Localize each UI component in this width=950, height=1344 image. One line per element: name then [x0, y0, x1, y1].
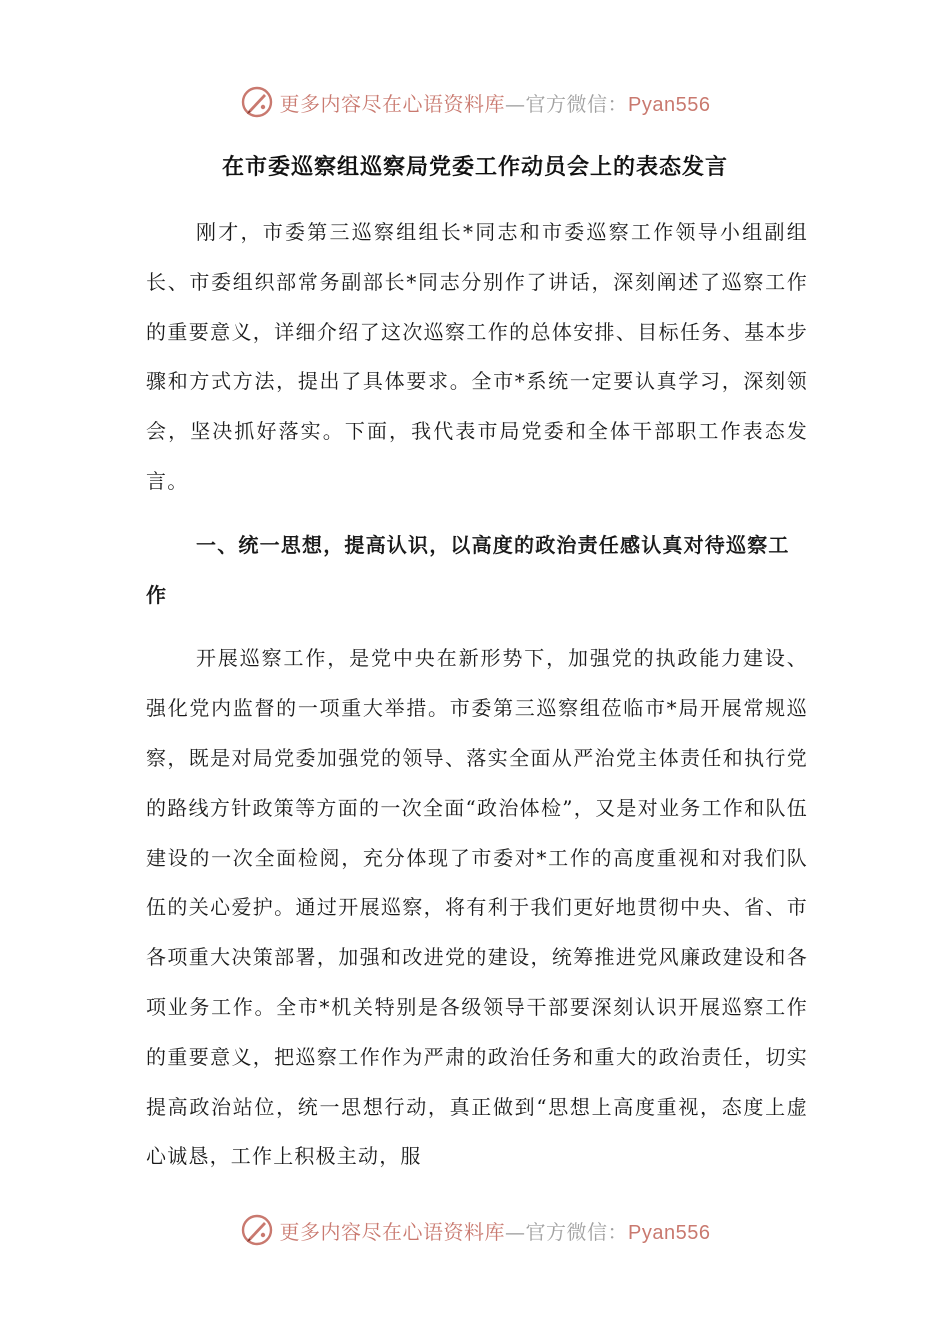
watermark-text	[280, 88, 711, 117]
watermark-separator: —	[505, 1219, 526, 1244]
watermark-wechat-label: 官方微信：	[525, 91, 629, 116]
document-title: 在市委巡察组巡察局党委工作动员会上的表态发言	[221, 155, 728, 180]
section-heading-1: 一、统一思想，提高认识，以高度的政治责任感认真对待巡察工作	[146, 532, 790, 607]
section-1-paragraph: 开展巡察工作，是党中央在新形势下，加强党的执政能力建设、强化党内监督的一项重大举措。市委第三巡察组莅临市*局开展常规巡察，既是对局党委加强党的领导、落实全面从严治党主体责任和执行党的路线方针政策等方面的一次全面“政治体检”，又是对业务工作和队伍建设的一次全面检阅，充分体现了市委对*工作的高度重视和对我们队伍的关心爱护。通过开展巡察，将有利于我们更好地贯彻中央、省、市各项重大决策部署，加强和改进党的建设，统筹推进党风廉政建设和各项业务工作。全市*机关特别是各级领导干部要深刻认识开展巡察工作的重要意义，把巡察工作作为严肃的政治任务和重大的政治责任，切实提高政治站位，统一思想行动，真正做到“思想上高度重视，态度上虚心诚恳，工作上积极主动，服	[146, 646, 808, 1169]
watermark-brand: 更多内容尽在心语资料库	[279, 1219, 506, 1244]
watermark-text	[280, 1216, 711, 1245]
document-body	[146, 208, 808, 1182]
footer-watermark	[0, 1210, 950, 1250]
watermark-wechat-id: Pyan556	[628, 1221, 711, 1244]
quill-pen-seal-icon	[240, 1213, 274, 1247]
watermark-wechat-id: Pyan556	[628, 93, 711, 116]
intro-paragraph: 刚才，市委第三巡察组组长*同志和市委巡察工作领导小组副组长、市委组织部常务副部长*同志分别作了讲话，深刻阐述了巡察工作的重要意义，详细介绍了这次巡察工作的总体安排、目标任务、基本步骤和方式方法，提出了具体要求。全市*系统一定要认真学习，深刻领会，坚决抓好落实。下面，我代表市局党委和全体干部职工作表态发言。	[146, 220, 808, 493]
header-watermark	[0, 82, 950, 122]
watermark-separator: —	[505, 91, 526, 116]
quill-pen-seal-icon	[240, 85, 274, 119]
watermark-wechat-label: 官方微信：	[525, 1219, 629, 1244]
watermark-brand: 更多内容尽在心语资料库	[279, 91, 506, 116]
